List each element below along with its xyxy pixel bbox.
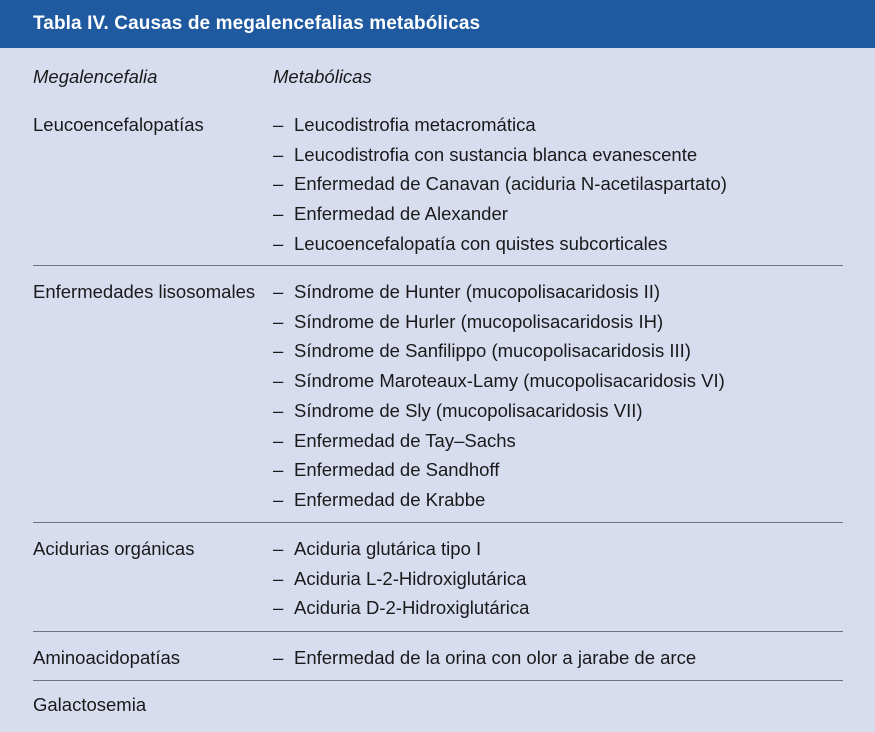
item-text: Síndrome de Hunter (mucopolisacaridosis II): [294, 281, 661, 302]
item-text: Enfermedad de Tay–Sachs: [294, 429, 516, 451]
list-item: [273, 426, 843, 456]
item-text: Síndrome de Hurler (mucopolisacaridosis IH): [294, 310, 664, 332]
bullet-dash: –: [273, 459, 284, 481]
group-items: [273, 534, 843, 623]
group-label: Aminoacidopatías: [33, 647, 181, 668]
list-item: [273, 396, 843, 426]
bullet-dash: –: [273, 488, 284, 510]
list-item: [273, 643, 843, 673]
bullet-dash: –: [273, 203, 284, 225]
item-text: Aciduria L-2-Hidroxiglutárica: [294, 567, 527, 589]
item-text: Enfermedad de Sandhoff: [294, 459, 500, 481]
bullet-dash: –: [273, 310, 284, 332]
table-title: Tabla IV. Causas de megalencefalias metabólicas: [0, 0, 875, 48]
header-metabolicas: Metabólicas: [273, 66, 372, 87]
bullet-dash: –: [273, 399, 284, 421]
item-text: Síndrome de Sly (mucopolisacaridosis VII): [294, 399, 643, 421]
list-item: [273, 277, 843, 307]
item-text: Aciduria D-2-Hidroxiglutárica: [294, 597, 530, 619]
group-label: Enfermedades lisosomales: [33, 281, 256, 302]
item-text: Enfermedad de la orina con olor a jarabe de arce: [294, 647, 697, 668]
item-text: Leucodistrofia metacromática: [294, 114, 536, 135]
row-divider: [33, 680, 843, 681]
group-items: [273, 110, 843, 259]
item-text: Aciduria glutárica tipo I: [294, 538, 482, 559]
group-items: [273, 643, 843, 673]
group-label: Acidurias orgánicas: [33, 538, 195, 559]
bullet-dash: –: [273, 538, 284, 559]
list-item: [273, 593, 843, 623]
list-item: [273, 169, 843, 199]
row-divider: [33, 631, 843, 632]
bullet-dash: –: [273, 143, 284, 165]
group-label: Galactosemia: [33, 694, 147, 715]
list-item: [273, 110, 843, 140]
list-item: [273, 199, 843, 229]
group-items: [273, 277, 843, 515]
bullet-dash: –: [273, 370, 284, 392]
list-item: [273, 229, 843, 259]
row-divider: [33, 265, 843, 266]
list-item: [273, 485, 843, 515]
table-header-row: [33, 66, 843, 90]
bullet-dash: –: [273, 429, 284, 451]
bullet-dash: –: [273, 597, 284, 619]
item-text: Leucodistrofia con sustancia blanca evanescente: [294, 143, 698, 165]
item-text: Enfermedad de Alexander: [294, 203, 508, 225]
bullet-dash: –: [273, 114, 284, 135]
list-item: [273, 307, 843, 337]
list-item: [273, 336, 843, 366]
bullet-dash: –: [273, 340, 284, 362]
row-divider: [33, 522, 843, 523]
bullet-dash: –: [273, 281, 284, 302]
item-text: Leucoencefalopatía con quistes subcorticales: [294, 232, 668, 254]
bullet-dash: –: [273, 232, 284, 254]
list-item: [273, 564, 843, 594]
list-item: [273, 366, 843, 396]
bullet-dash: –: [273, 173, 284, 195]
list-item: [273, 534, 843, 564]
header-megalencefalia: Megalencefalia: [33, 66, 158, 87]
item-text: Síndrome Maroteaux-Lamy (mucopolisacaridosis VI): [294, 370, 725, 392]
group-label: Leucoencefalopatías: [33, 114, 204, 135]
item-text: Síndrome de Sanfilippo (mucopolisacaridosis III): [294, 340, 691, 362]
item-text: Enfermedad de Krabbe: [294, 488, 486, 510]
bullet-dash: –: [273, 567, 284, 589]
list-item: [273, 140, 843, 170]
bullet-dash: –: [273, 647, 284, 668]
item-text: Enfermedad de Canavan (aciduria N-acetilaspartato): [294, 173, 727, 195]
list-item: [273, 455, 843, 485]
